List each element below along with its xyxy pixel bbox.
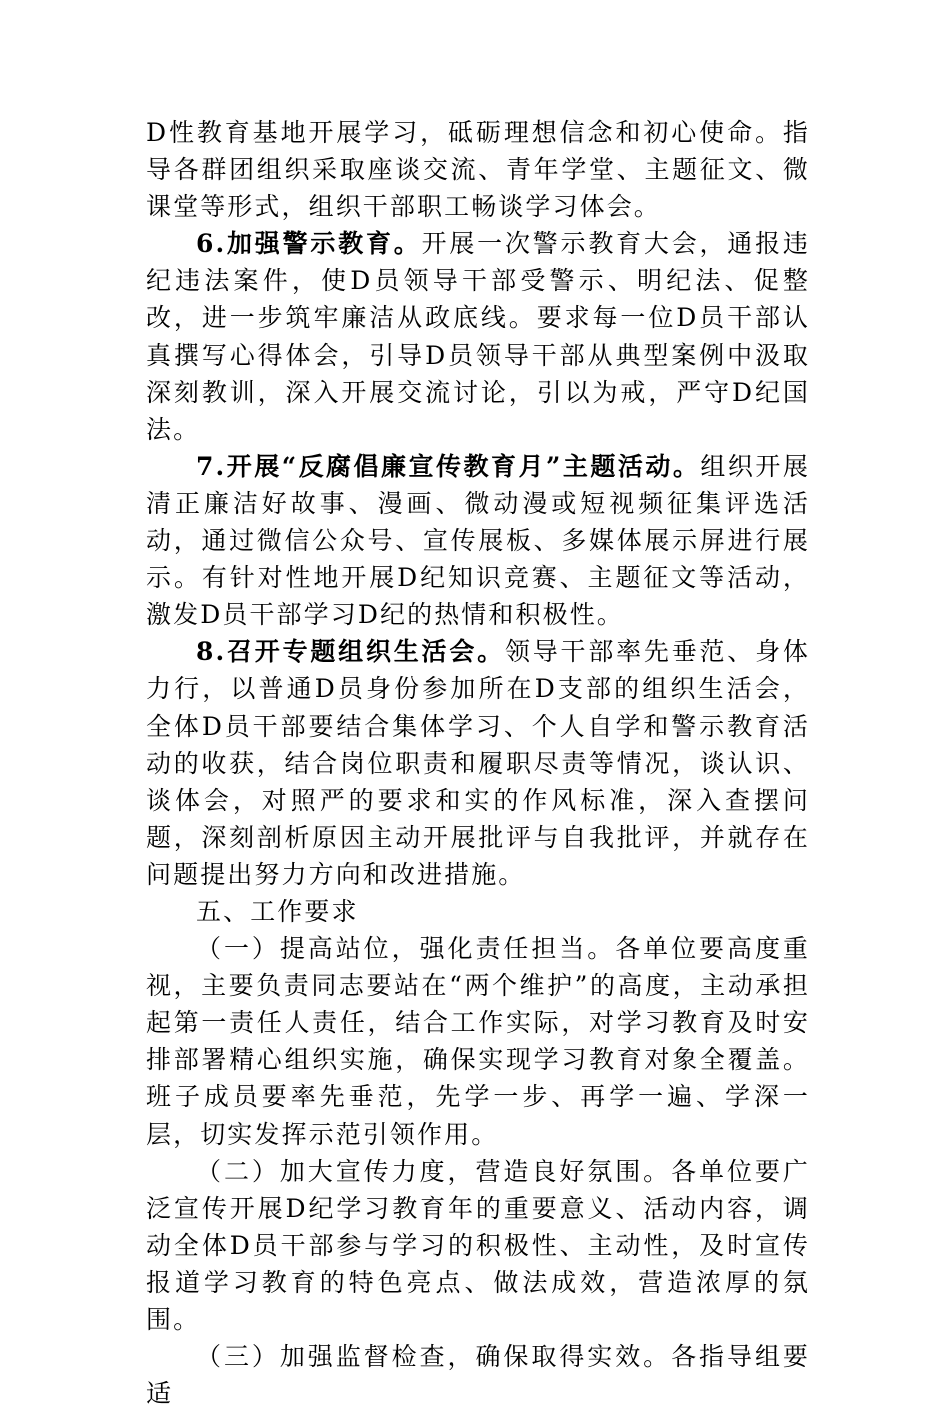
paragraph-item-6 <box>146 225 810 448</box>
paragraph-continuation <box>146 114 810 225</box>
paragraph-item-8 <box>146 633 810 893</box>
paragraph-item-7 <box>146 448 810 633</box>
paragraph-requirement-1: （一）提高站位，强化责任担当。各单位要高度重视，主要负责同志要站在“两个维护”的高度，主动承担起第一责任人责任，结合工作实际，对学习教育及时安排部署精心组织实施，确保实现学习教育对象全覆盖。班子成员要率先垂范，先学一步、再学一遍、学深一层，切实发挥示范引领作用。 <box>146 934 810 1149</box>
item-body: 组织开展清正廉洁好故事、漫画、微动漫或短视频征集评选活动，通过微信公众号、宣传展板、多媒体展示屏进行展示。有针对性地开展D纪知识竞赛、主题征文等活动，激发D员干部学习D纪的热情和积极性。 <box>146 451 810 630</box>
paragraph-text: D性教育基地开展学习，砥砺理想信念和初心使命。指导各群团组织采取座谈交流、青年学堂、主题征文、微课堂等形式，组织干部职工畅谈学习体会。 <box>146 118 810 222</box>
paragraph-requirement-3: （三）加强监督检查，确保取得实效。各指导组要适 <box>146 1342 810 1409</box>
item-heading: 6.加强警示教育。 <box>196 229 422 259</box>
item-body: 开展一次警示教育大会，通报违纪违法案件，使D员领导干部受警示、明纪法、促整改，进一步筑牢廉洁从政底线。要求每一位D员干部认真撰写心得体会，引导D员领导干部从典型案例中汲取深刻教训，深入开展交流讨论，引以为戒，严守D纪国法。 <box>146 229 810 444</box>
item-heading: 7.开展“反腐倡廉宣传教育月”主题活动。 <box>196 451 701 481</box>
item-heading: 8.召开专题组织生活会。 <box>196 637 505 667</box>
item-body: 领导干部率先垂范、身体力行，以普通D员身份参加所在D支部的组织生活会，全体D员干部要结合集体学习、个人自学和警示教育活动的收获，结合岗位职责和履职尽责等情况，谈认识、谈体会，对照严的要求和实的作风标准，深入查摆问题，深刻剖析原因主动开展批评与自我批评，并就存在问题提出努力方向和改进措施。 <box>146 637 810 889</box>
section-heading: 五、工作要求 <box>196 896 359 926</box>
document-body <box>146 114 810 1412</box>
paragraph-requirement-2: （二）加大宣传力度，营造良好氛围。各单位要广泛宣传开展D纪学习教育年的重要意义、活动内容，调动全体D员干部参与学习的积极性、主动性，及时宣传报道学习教育的特色亮点、做法成效，营造浓厚的氛围。 <box>146 1156 810 1334</box>
